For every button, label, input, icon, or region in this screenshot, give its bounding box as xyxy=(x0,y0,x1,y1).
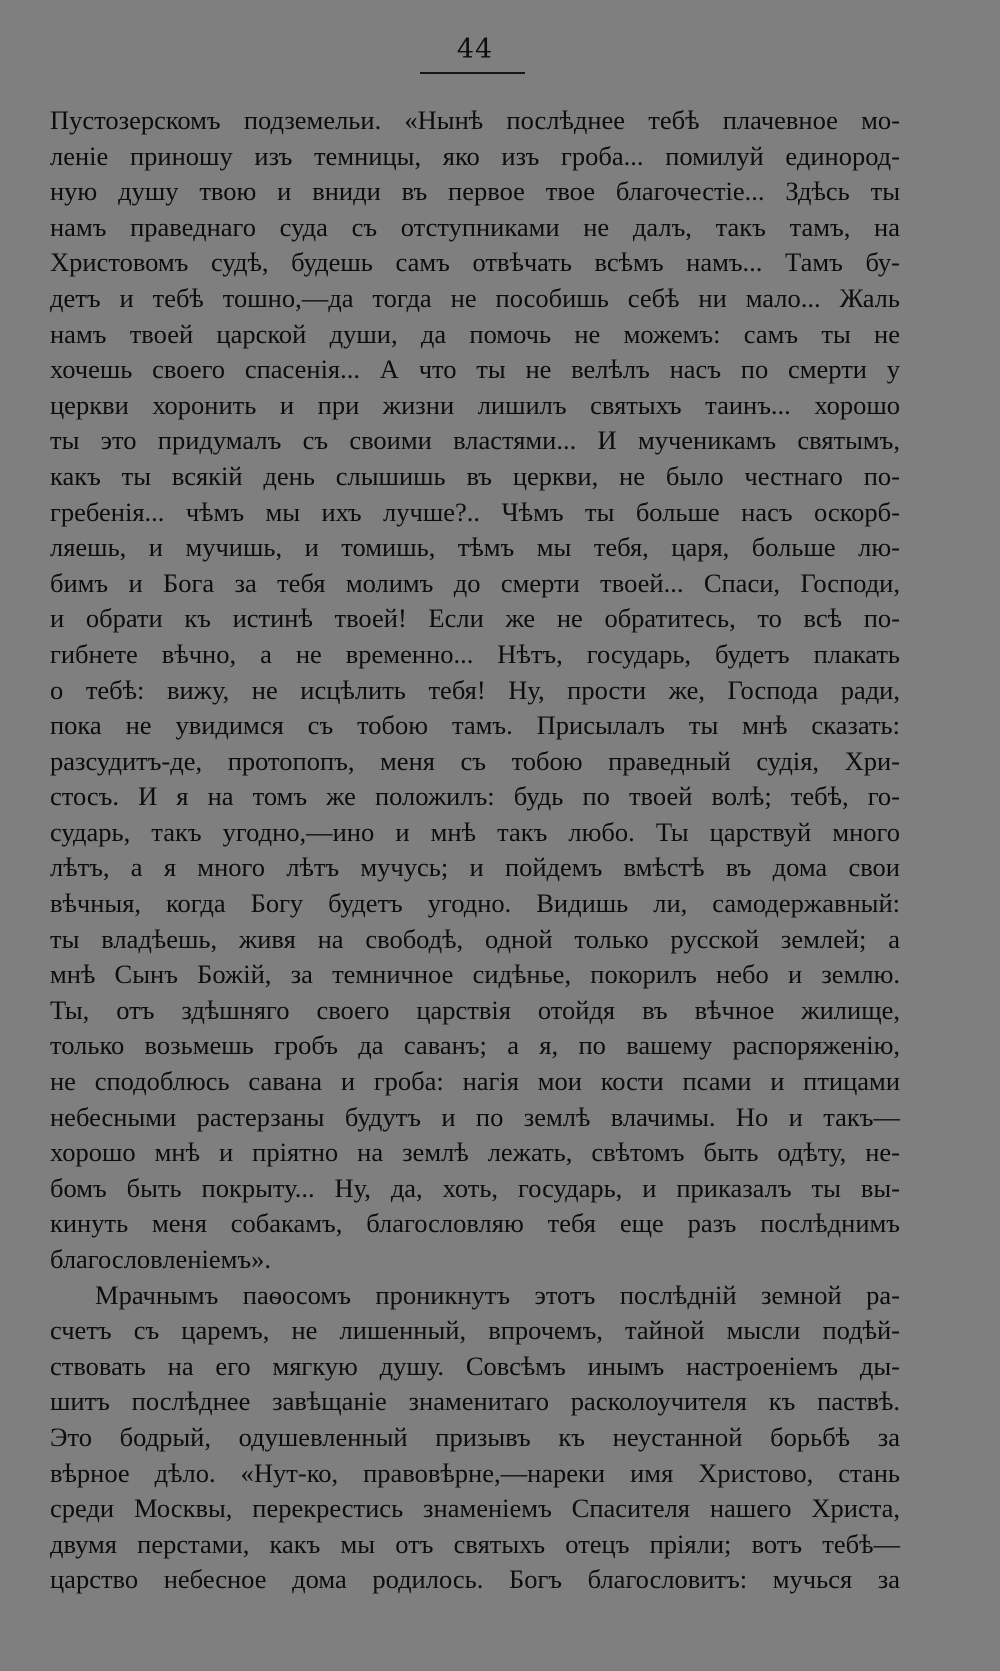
text-line: разсудитъ-де, протопопъ, меня съ тобою праведный судiя, Хри- xyxy=(50,745,900,776)
text-line: вѣчныя, когда Богу будетъ угодно. Видишь ли, самодержавный: xyxy=(50,888,900,919)
text-line: сударь, такъ угодно,—ино и мнѣ такъ любо. Ты царствуй много xyxy=(50,816,900,847)
text-line: небесными растерзаны будутъ и по землѣ влачимы. Но и такъ— xyxy=(50,1101,900,1132)
text-line: царство небесное дома родилось. Богъ благословитъ: мучься за xyxy=(50,1564,900,1595)
text-line: какъ ты всякiй день слышишь въ церкви, не было честнаго по- xyxy=(50,460,900,491)
text-line: ты это придумалъ съ своими властями... И мученикамъ святымъ, xyxy=(50,425,900,456)
text-line: церкви хоронить и при жизни лишилъ святыхъ таинъ... хорошо xyxy=(50,389,900,420)
text-line: только возьмешь гробъ да саванъ; а я, по вашему распоряженiю, xyxy=(50,1030,900,1061)
text-line: ты владѣешь, живя на свободѣ, одной только русской землей; а xyxy=(50,923,900,954)
text-line: и обрати къ истинѣ твоей! Если же не обратитесь, то всѣ по- xyxy=(50,603,900,634)
text-line: счетъ съ царемъ, не лишенный, впрочемъ, тайной мысли подѣй- xyxy=(50,1315,900,1346)
text-line: бимъ и Бога за тебя молимъ до смерти твоей... Спаси, Господи, xyxy=(50,567,900,598)
text-line: ленiе приношу изъ темницы, яко изъ гроба... помилуй единород- xyxy=(50,140,900,171)
text-line: о тебѣ: вижу, не исцѣлить тебя! Ну, прости же, Господа ради, xyxy=(50,674,900,705)
text-line: хочешь своего спасенiя... А что ты не велѣлъ насъ по смерти у xyxy=(50,354,900,385)
text-line: гребенiя... чѣмъ мы ихъ лучше?.. Чѣмъ ты больше насъ оскорб- xyxy=(50,496,900,527)
text-line: кинуть меня собакамъ, благословляю тебя еще разъ послѣднимъ xyxy=(50,1208,900,1239)
text-line: ляешь, и мучишь, и томишь, тѣмъ мы тебя, царя, больше лю- xyxy=(50,532,900,563)
text-line: Ты, отъ здѣшняго своего царствiя отойдя въ вѣчное жилище, xyxy=(50,994,900,1025)
text-line: не сподоблюсь савана и гроба: нагiя мои кости псами и птицами xyxy=(50,1066,900,1097)
text-line: Это бодрый, одушевленный призывъ къ неустанной борьбѣ за xyxy=(50,1421,900,1452)
paragraph-2 xyxy=(50,1278,900,1598)
text-line: благословленiемъ». xyxy=(50,1244,271,1274)
text-line: намъ твоей царской души, да помочь не можемъ: самъ ты не xyxy=(50,318,900,349)
text-line: детъ и тебѣ тошно,—да тогда не пособишь себѣ ни мало... Жаль xyxy=(50,282,900,313)
text-line: гибнете вѣчно, а не временно... Нѣтъ, государь, будетъ плакать xyxy=(50,638,900,669)
text-line: Христовомъ судѣ, будешь самъ отвѣчать всѣмъ намъ... Тамъ бу- xyxy=(50,247,900,278)
text-line: хорошо мнѣ и прiятно на землѣ лежать, свѣтомъ быть одѣту, не- xyxy=(50,1137,900,1168)
text-line: шитъ послѣднее завѣщанiе знаменитаго расколоучителя къ паствѣ. xyxy=(50,1386,900,1417)
text-line: намъ праведнаго суда съ отступниками не далъ, такъ тамъ, на xyxy=(50,211,900,242)
text-line: вѣрное дѣло. «Нут-ко, правовѣрне,—нареки имя Христово, стань xyxy=(50,1457,900,1488)
text-line: Мрачнымъ паѳосомъ проникнутъ этотъ послѣднiй земной ра- xyxy=(95,1279,900,1310)
text-line: стосъ. И я на томъ же положилъ: будь по твоей волѣ; тебѣ, го- xyxy=(50,781,900,812)
page-number: 44 xyxy=(456,34,494,65)
text-line: лѣтъ, а я много лѣтъ мучусь; и пойдемъ вмѣстѣ въ дома свои xyxy=(50,852,900,883)
body-text xyxy=(50,103,900,1598)
text-line: пока не увидимся съ тобою тамъ. Присылалъ ты мнѣ сказать: xyxy=(50,710,900,741)
text-line: мнѣ Сынъ Божiй, за темничное сидѣнье, покорилъ небо и землю. xyxy=(50,959,900,990)
header-rule xyxy=(420,72,525,74)
text-line: ствовать на его мягкую душу. Совсѣмъ инымъ настроенiемъ ды- xyxy=(50,1350,900,1381)
text-line: ную душу твою и вниди въ первое твое благочестiе... Здѣсь ты xyxy=(50,176,900,207)
text-line: бомъ быть покрыту... Ну, да, хоть, государь, и приказалъ ты вы- xyxy=(50,1172,900,1203)
text-line: Пустозерскомъ подземельи. «Нынѣ послѣднее тебѣ плачевное мо- xyxy=(50,105,900,135)
text-line: среди Москвы, перекрестись знаменiемъ Спасителя нашего Христа, xyxy=(50,1493,900,1524)
paragraph-1 xyxy=(50,103,900,1278)
text-line: двумя перстами, какъ мы отъ святыхъ отецъ прiяли; вотъ тебѣ— xyxy=(50,1528,900,1559)
